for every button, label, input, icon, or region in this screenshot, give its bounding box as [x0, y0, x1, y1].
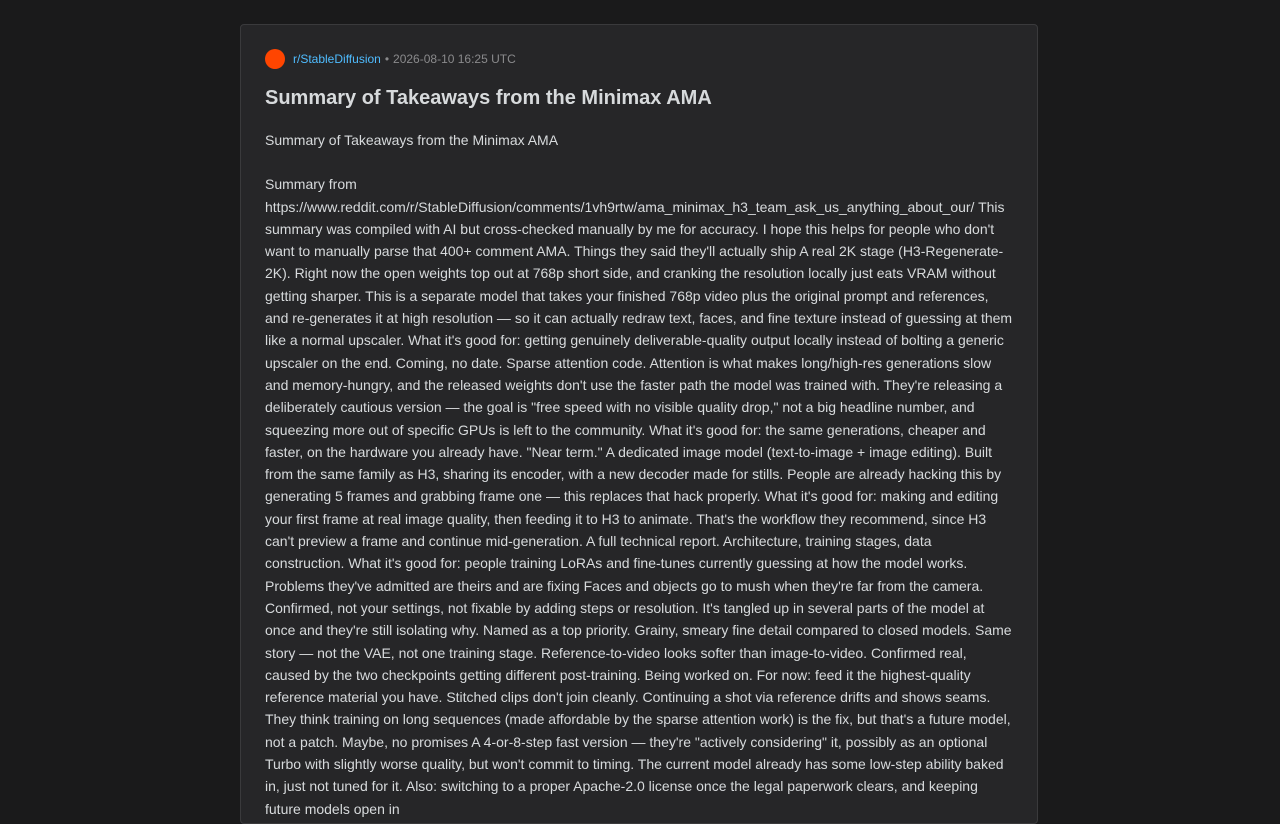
subreddit-link[interactable]: r/StableDiffusion	[293, 52, 381, 66]
post-timestamp: 2026-08-10 16:25 UTC	[393, 52, 516, 66]
post-body-intro: Summary of Takeaways from the Minimax AMA	[265, 132, 559, 148]
post-title[interactable]: Summary of Takeaways from the Minimax AMA	[265, 87, 712, 109]
meta-separator: •	[384, 52, 390, 66]
post-card	[240, 24, 1038, 824]
post-body	[265, 129, 1013, 820]
post-meta	[265, 49, 1013, 69]
subreddit-avatar-icon[interactable]	[265, 49, 285, 69]
post-body-text: Summary from https://www.reddit.com/r/StableDiffusion/comments/1vh9rtw/ama_minimax_h3_team_ask_us_anything_about_our/ This summary was compiled with AI but cross-checked manually by me for accuracy. I hope this helps for people who don't want to manually parse that 400+ comment AMA. Things they said they'll actually ship A real 2K stage (H3-Regenerate-2K). Right now the open weights top out at 768p short side, and cranking the resolution locally just eats VRAM without getting sharper. This is a separate model that takes your finished 768p video plus the original prompt and references, and re-generates it at high resolution — so it can actually redraw text, faces, and fine texture instead of guessing at them like a normal upscaler. What it's good for: getting genuinely deliverable-quality output locally instead of bolting a generic upscaler on the end. Coming, no date. Sparse attention code. Attention is what makes long/high-res generations slow and memory-hungry, and the released weights don't use the faster path the model was trained with. They're releasing a deliberately cautious version — the goal is "free speed with no visible quality drop," not a big headline number, and squeezing more out of specific GPUs is left to the community. What it's good for: the same generations, cheaper and faster, on the hardware you already have. "Near term." A dedicated image model (text-to-image + image editing). Built from the same family as H3, sharing its encoder, with a new decoder made for stills. People are already hacking this by generating 5 frames and grabbing frame one — this replaces that hack properly. What it's good for: making and editing your first frame at real image quality, then feeding it to H3 to animate. That's the workflow they recommend, since H3 can't preview a frame and continue mid-generation. A full technical report. Architecture, training stages, data construction. What it's good for: people training LoRAs and fine-tunes currently guessing at how the model works. Problems they've admitted are theirs and are fixing Faces and objects go to mush when they're far from the camera. Confirmed, not your settings, not fixable by adding steps or resolution. It's tangled up in several parts of the model at once and they're still isolating why. Named as a top priority. Grainy, smeary fine detail compared to closed models. Same story — not the VAE, not one training stage. Reference-to-video looks softer than image-to-video. Confirmed real, caused by the two checkpoints getting different post-training. Being worked on. For now: feed it the highest-quality reference material you have. Stitched clips don't join cleanly. Continuing a shot via reference drifts and shows seams. They think training on long sequences (made affordable by the sparse attention work) is the fix, but that's a future model, not a patch. Maybe, no promises A 4-or-8-step fast version — they're "actively considering" it, possibly as an optional Turbo with slightly worse quality, but won't commit to timing. The current model already has some low-step ability baked in, just not tuned for it. Also: switching to a proper Apache-2.0 license once the legal paperwork clears, and keeping future models open in	[265, 176, 1013, 817]
